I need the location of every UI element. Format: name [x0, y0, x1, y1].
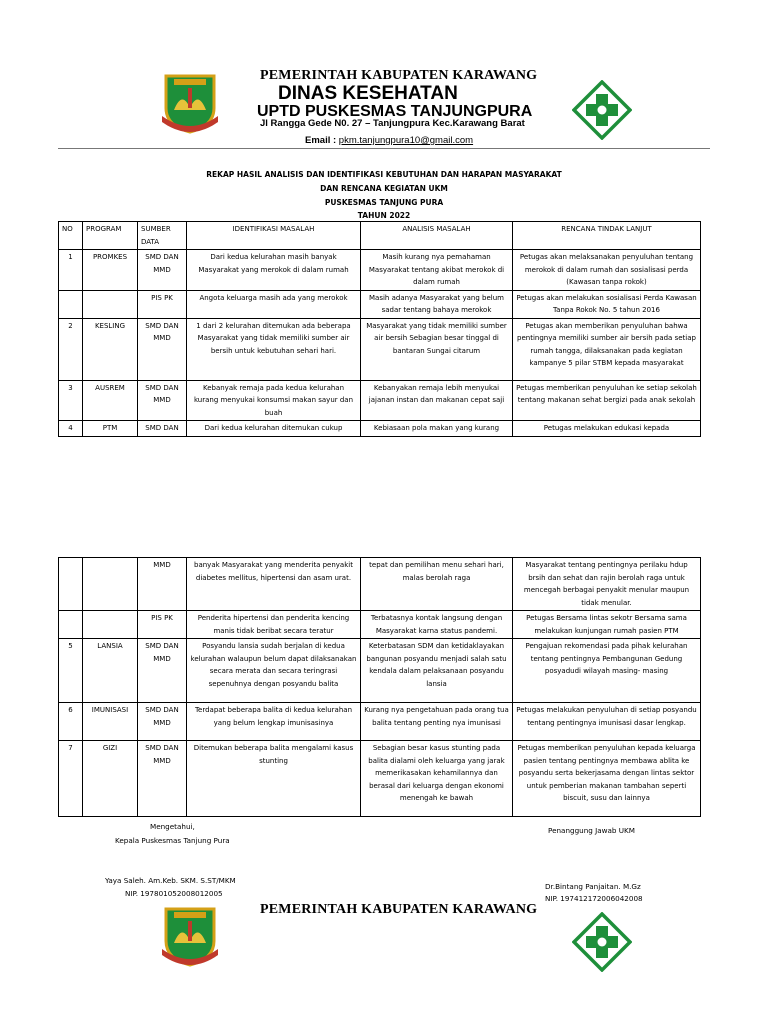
footer-gov-title: PEMERINTAH KABUPATEN KARAWANG: [260, 902, 538, 917]
sig-left-nip: NIP. 197801052008012005: [125, 889, 223, 898]
cell-sumber: SMD DAN: [138, 421, 187, 437]
header-divider: [58, 148, 710, 149]
cell-program: [83, 558, 138, 611]
cell-rencana: Petugas akan memberikan penyuluhan bahwa pentingnya memiliki sumber air bersih pada setiap rumah tangga, dilaksanakan pada kegiatan kampanye 5 pilar STBM kepada masyarakat: [513, 318, 701, 380]
table-row: [59, 290, 701, 318]
cell-program: [83, 290, 138, 318]
cell-analisis: Kebanyakan remaja lebih menyukai jajanan instan dan makanan cepat saji: [361, 380, 513, 421]
report-title-line3: PUSKESMAS TANJUNG PURA: [324, 198, 444, 207]
cell-rencana: Petugas memberikan penyuluhan ke setiap sekolah tentang makanan sehat bergizi pada anak sekolah: [513, 380, 701, 421]
table-header-row: [59, 222, 701, 250]
cell-no: 2: [59, 318, 83, 380]
cell-program: LANSIA: [83, 639, 138, 703]
sig-left-line1: Mengetahui,: [150, 822, 195, 831]
table-row: [59, 318, 701, 380]
cell-no: 1: [59, 250, 83, 291]
cell-no: 5: [59, 639, 83, 703]
cell-analisis: Sebagian besar kasus stunting pada balita dialami oleh keluarga yang jarak memerikasakan kehamilannya dan berasal dari keluarga dengan ekonomi menengah ke bawah: [361, 741, 513, 817]
puskesmas-green-cross-icon: [572, 912, 632, 972]
cell-sumber: PIS PK: [138, 290, 187, 318]
cell-no: [59, 558, 83, 611]
cell-analisis: Kebiasaan pola makan yang kurang: [361, 421, 513, 437]
cell-no: 7: [59, 741, 83, 817]
cell-analisis: Terbatasnya kontak langsung dengan Masyarakat karna status pandemi.: [361, 611, 513, 639]
cell-identifikasi: Kebanyak remaja pada kedua kelurahan kurang menyukai konsumsi makan sayur dan buah: [187, 380, 361, 421]
cell-rencana: Petugas memberikan penyuluhan kepada keluarga pasien tentang pentingnya membawa ablita ke posyandu serta bekerjasama dengan lintas sektor untuk pemberian makanan tambahan seperti biscuit, susu dan lainnya: [513, 741, 701, 817]
puskesmas-green-cross-icon: [572, 80, 632, 140]
header-no: NO: [59, 222, 83, 250]
cell-identifikasi: Terdapat beberapa balita di kedua kelurahan yang belum lengkap imunisasinya: [187, 703, 361, 741]
table-row: [59, 250, 701, 291]
report-title-line2: DAN RENCANA KEGIATAN UKM: [320, 184, 448, 193]
cell-rencana: Petugas Bersama lintas sekotr Bersama sama melakukan kunjungan rumah pasien PTM: [513, 611, 701, 639]
table-row: [59, 558, 701, 611]
cell-sumber: SMD DAN MMD: [138, 380, 187, 421]
cell-identifikasi: 1 dari 2 kelurahan ditemukan ada beberapa Masyarakat yang tidak memiliki sumber air bersih untuk kebutuhan sehari hari.: [187, 318, 361, 380]
cell-sumber: SMD DAN MMD: [138, 703, 187, 741]
cell-identifikasi: banyak Masyarakat yang menderita penyakit diabetes mellitus, hipertensi dan asam urat.: [187, 558, 361, 611]
cell-program: GIZI: [83, 741, 138, 817]
cell-analisis: Kurang nya pengetahuan pada orang tua balita tentang penting nya imunisasi: [361, 703, 513, 741]
cell-identifikasi: Dari kedua kelurahan ditemukan cukup: [187, 421, 361, 437]
header-rencana: RENCANA TINDAK LANJUT: [513, 222, 701, 250]
table-row: [59, 741, 701, 817]
cell-analisis: tepat dan pemilihan menu sehari hari, malas berolah raga: [361, 558, 513, 611]
cell-rencana: Masyarakat tentang pentingnya perilaku hdup brsih dan sehat dan rajin berolah raga untuk mencegah berbagai penyakit menular maupun tidak menular.: [513, 558, 701, 611]
cell-sumber: SMD DAN MMD: [138, 250, 187, 291]
email-label: Email :: [305, 135, 339, 146]
karawang-regency-crest-icon: [160, 72, 220, 134]
header-identifikasi: IDENTIFIKASI MASALAH: [187, 222, 361, 250]
dinas-title: DINAS KESEHATAN: [278, 83, 458, 104]
ukm-table-page2: [58, 557, 701, 817]
sig-right-name: Dr.Bintang Panjaitan. M.Gz: [545, 882, 641, 891]
cell-analisis: Masih adanya Masyarakat yang belum sadar tentang bahaya merokok: [361, 290, 513, 318]
cell-sumber: MMD: [138, 558, 187, 611]
cell-analisis: Masih kurang nya pemahaman Masyarakat tentang akibat merokok di dalam rumah: [361, 250, 513, 291]
cell-rencana: Petugas akan melaksanakan penyuluhan tentang merokok di dalam rumah dan sosialisasi perda (Kawasan tanpa rokok): [513, 250, 701, 291]
table-row: [59, 639, 701, 703]
ukm-table-page1: [58, 221, 701, 437]
cell-analisis: Keterbatasan SDM dan ketidaklayakan bangunan posyandu menjadi salah satu kendala dalam pelaksanaan posyandu lansia: [361, 639, 513, 703]
table-row: [59, 703, 701, 741]
cell-program: AUSREM: [83, 380, 138, 421]
table-row: [59, 421, 701, 437]
gov-title: PEMERINTAH KABUPATEN KARAWANG: [260, 68, 538, 83]
report-title-line1: REKAP HASIL ANALISIS DAN IDENTIFIKASI KEBUTUHAN DAN HARAPAN MASYARAKAT: [206, 170, 562, 179]
cell-program: IMUNISASI: [83, 703, 138, 741]
cell-rencana: Petugas akan melakukan sosialisasi Perda Kawasan Tanpa Rokok No. 5 tahun 2016: [513, 290, 701, 318]
cell-identifikasi: Posyandu lansia sudah berjalan di kedua kelurahan walaupun belum dapat dilaksanakan secara merata dan secara teringrasi sepenuhnya dengan posyandu balita: [187, 639, 361, 703]
email-link[interactable]: pkm.tanjungpura10@gmail.com: [338, 135, 474, 146]
header-program: PROGRAM: [83, 222, 138, 250]
cell-program: PROMKES: [83, 250, 138, 291]
header-analisis: ANALISIS MASALAH: [361, 222, 513, 250]
cell-sumber: SMD DAN MMD: [138, 639, 187, 703]
cell-sumber: PIS PK: [138, 611, 187, 639]
cell-identifikasi: Dari kedua kelurahan masih banyak Masyarakat yang merokok di dalam rumah: [187, 250, 361, 291]
cell-sumber: SMD DAN MMD: [138, 318, 187, 380]
karawang-regency-crest-icon: [160, 905, 220, 967]
uptd-title: UPTD PUSKESMAS TANJUNGPURA: [257, 103, 533, 120]
cell-no: [59, 290, 83, 318]
cell-no: 4: [59, 421, 83, 437]
cell-no: 3: [59, 380, 83, 421]
cell-sumber: SMD DAN MMD: [138, 741, 187, 817]
cell-identifikasi: Angota keluarga masih ada yang merokok: [187, 290, 361, 318]
header-sumber-data: SUMBER DATA: [138, 222, 187, 250]
sig-right-nip: NIP. 197412172006042008: [545, 894, 643, 903]
table-row: [59, 611, 701, 639]
report-title-line4: TAHUN 2022: [357, 211, 411, 220]
cell-program: KESLING: [83, 318, 138, 380]
cell-identifikasi: Ditemukan beberapa balita mengalami kasus stunting: [187, 741, 361, 817]
sig-left-line2: Kepala Puskesmas Tanjung Pura: [115, 836, 230, 845]
sig-left-name: Yaya Saleh. Am.Keb. SKM. S.ST/MKM: [105, 876, 236, 885]
cell-rencana: Petugas melakukan edukasi kepada: [513, 421, 701, 437]
email-line: [305, 128, 473, 147]
cell-analisis: Masyarakat yang tidak memiliki sumber air bersih Sebagian besar tinggal di bantaran Sungai citarum: [361, 318, 513, 380]
table-row: [59, 380, 701, 421]
cell-no: [59, 611, 83, 639]
cell-identifikasi: Penderita hipertensi dan penderita kencing manis tidak beribat secara teratur: [187, 611, 361, 639]
cell-rencana: Petugas melakukan penyuluhan di setiap posyandu tentang pentingnya imunisasi dasar lengkap.: [513, 703, 701, 741]
cell-no: 6: [59, 703, 83, 741]
cell-program: PTM: [83, 421, 138, 437]
cell-program: [83, 611, 138, 639]
sig-right-title: Penanggung Jawab UKM: [548, 826, 635, 835]
cell-rencana: Pengajuan rekomendasi pada pihak kelurahan tentang pentingnya Pembangunan Gedung posyadudi wilayah masing- masing: [513, 639, 701, 703]
address: Jl Rangga Gede N0. 27 – Tanjungpura Kec.Karawang Barat: [260, 118, 525, 129]
